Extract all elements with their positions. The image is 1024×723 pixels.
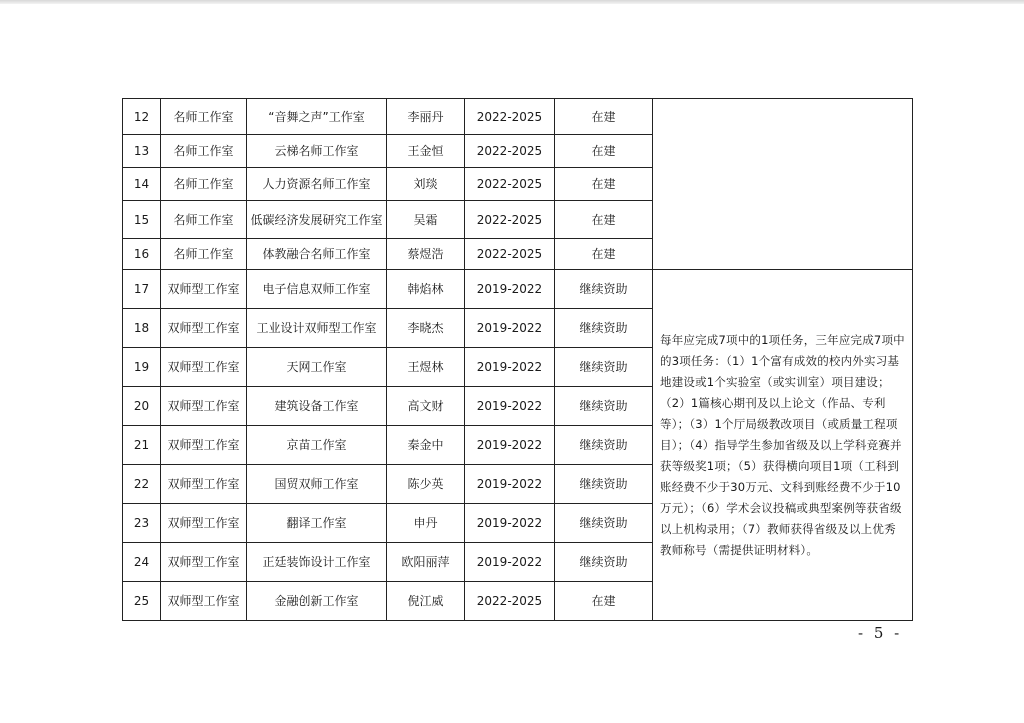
studio-leader: 高文财 <box>387 387 465 426</box>
studio-period: 2022-2025 <box>465 582 555 621</box>
studio-status: 继续资助 <box>555 504 653 543</box>
studio-status: 继续资助 <box>555 465 653 504</box>
row-number: 21 <box>123 426 161 465</box>
studio-table <box>122 98 913 621</box>
studio-type: 双师型工作室 <box>161 348 247 387</box>
studio-status: 继续资助 <box>555 348 653 387</box>
studio-name: 翻译工作室 <box>247 504 387 543</box>
studio-status: 继续资助 <box>555 426 653 465</box>
studio-type: 双师型工作室 <box>161 387 247 426</box>
studio-name: 电子信息双师工作室 <box>247 270 387 309</box>
studio-leader: 欧阳丽萍 <box>387 543 465 582</box>
row-number: 15 <box>123 201 161 239</box>
studio-type: 双师型工作室 <box>161 543 247 582</box>
studio-leader: 秦金中 <box>387 426 465 465</box>
row-number: 16 <box>123 239 161 270</box>
studio-status: 在建 <box>555 135 653 168</box>
studio-status: 继续资助 <box>555 309 653 348</box>
studio-leader: 李晓杰 <box>387 309 465 348</box>
studio-leader: 陈少英 <box>387 465 465 504</box>
studio-name: 云梯名师工作室 <box>247 135 387 168</box>
studio-period: 2019-2022 <box>465 387 555 426</box>
studio-name: 工业设计双师型工作室 <box>247 309 387 348</box>
studio-status: 在建 <box>555 99 653 135</box>
studio-type: 名师工作室 <box>161 239 247 270</box>
studio-status: 在建 <box>555 201 653 239</box>
studio-leader: 申丹 <box>387 504 465 543</box>
studio-name: 金融创新工作室 <box>247 582 387 621</box>
row-number: 18 <box>123 309 161 348</box>
studio-type: 名师工作室 <box>161 99 247 135</box>
studio-name: “音舞之声”工作室 <box>247 99 387 135</box>
studio-period: 2019-2022 <box>465 426 555 465</box>
studio-period: 2019-2022 <box>465 465 555 504</box>
row-number: 17 <box>123 270 161 309</box>
page-top-edge <box>0 0 1024 4</box>
studio-type: 名师工作室 <box>161 168 247 201</box>
row-number: 19 <box>123 348 161 387</box>
studio-name: 人力资源名师工作室 <box>247 168 387 201</box>
studio-leader: 王煜林 <box>387 348 465 387</box>
studio-name: 建筑设备工作室 <box>247 387 387 426</box>
row-number: 13 <box>123 135 161 168</box>
studio-type: 双师型工作室 <box>161 270 247 309</box>
row-number: 12 <box>123 99 161 135</box>
row-number: 22 <box>123 465 161 504</box>
studio-period: 2019-2022 <box>465 504 555 543</box>
studio-leader: 王金恒 <box>387 135 465 168</box>
studio-leader: 韩焰林 <box>387 270 465 309</box>
studio-period: 2019-2022 <box>465 543 555 582</box>
studio-period: 2022-2025 <box>465 168 555 201</box>
row-number: 23 <box>123 504 161 543</box>
row-number: 24 <box>123 543 161 582</box>
studio-type: 双师型工作室 <box>161 465 247 504</box>
studio-period: 2019-2022 <box>465 309 555 348</box>
studio-type: 双师型工作室 <box>161 582 247 621</box>
studio-status: 在建 <box>555 168 653 201</box>
table-row <box>123 270 913 309</box>
studio-name: 国贸双师工作室 <box>247 465 387 504</box>
studio-type: 双师型工作室 <box>161 504 247 543</box>
studio-type: 双师型工作室 <box>161 426 247 465</box>
studio-period: 2022-2025 <box>465 135 555 168</box>
studio-type: 名师工作室 <box>161 135 247 168</box>
studio-period: 2022-2025 <box>465 99 555 135</box>
studio-status: 继续资助 <box>555 387 653 426</box>
studio-type: 名师工作室 <box>161 201 247 239</box>
studio-status: 在建 <box>555 582 653 621</box>
remark-double-teacher: 每年应完成7项中的1项任务，三年应完成7项中的3项任务：（1）1个富有成效的校内外实习基地建设或1个实验室（或实训室）项目建设；（2）1篇核心期刊及以上论文（作品、专利等）；（3）1个厅局级教改项目（或质量工程项目）；（4）指导学生参加省级及以上学科竞赛并获等级奖1项；（5）获得横向项目1项（工科到账经费不少于30万元、文科到账经费不少于10万元）；（6）学术会议投稿或典型案例等获省级以上机构录用；（7）教师获得省级及以上优秀教师称号（需提供证明材料）。 <box>653 270 913 621</box>
studio-period: 2019-2022 <box>465 348 555 387</box>
studio-name: 低碳经济发展研究工作室 <box>247 201 387 239</box>
studio-leader: 吴霜 <box>387 201 465 239</box>
studio-period: 2022-2025 <box>465 239 555 270</box>
studio-name: 正廷装饰设计工作室 <box>247 543 387 582</box>
studio-leader: 蔡煜浩 <box>387 239 465 270</box>
studio-name: 天网工作室 <box>247 348 387 387</box>
studio-name: 京苗工作室 <box>247 426 387 465</box>
remark-cell-empty <box>653 99 913 270</box>
studio-name: 体教融合名师工作室 <box>247 239 387 270</box>
studio-period: 2019-2022 <box>465 270 555 309</box>
table-row <box>123 99 913 135</box>
page-number: - 5 - <box>858 624 903 642</box>
row-number: 20 <box>123 387 161 426</box>
studio-period: 2022-2025 <box>465 201 555 239</box>
studio-type: 双师型工作室 <box>161 309 247 348</box>
row-number: 14 <box>123 168 161 201</box>
studio-status: 在建 <box>555 239 653 270</box>
studio-leader: 李丽丹 <box>387 99 465 135</box>
studio-status: 继续资助 <box>555 543 653 582</box>
studio-status: 继续资助 <box>555 270 653 309</box>
studio-leader: 刘琰 <box>387 168 465 201</box>
studio-leader: 倪江威 <box>387 582 465 621</box>
row-number: 25 <box>123 582 161 621</box>
